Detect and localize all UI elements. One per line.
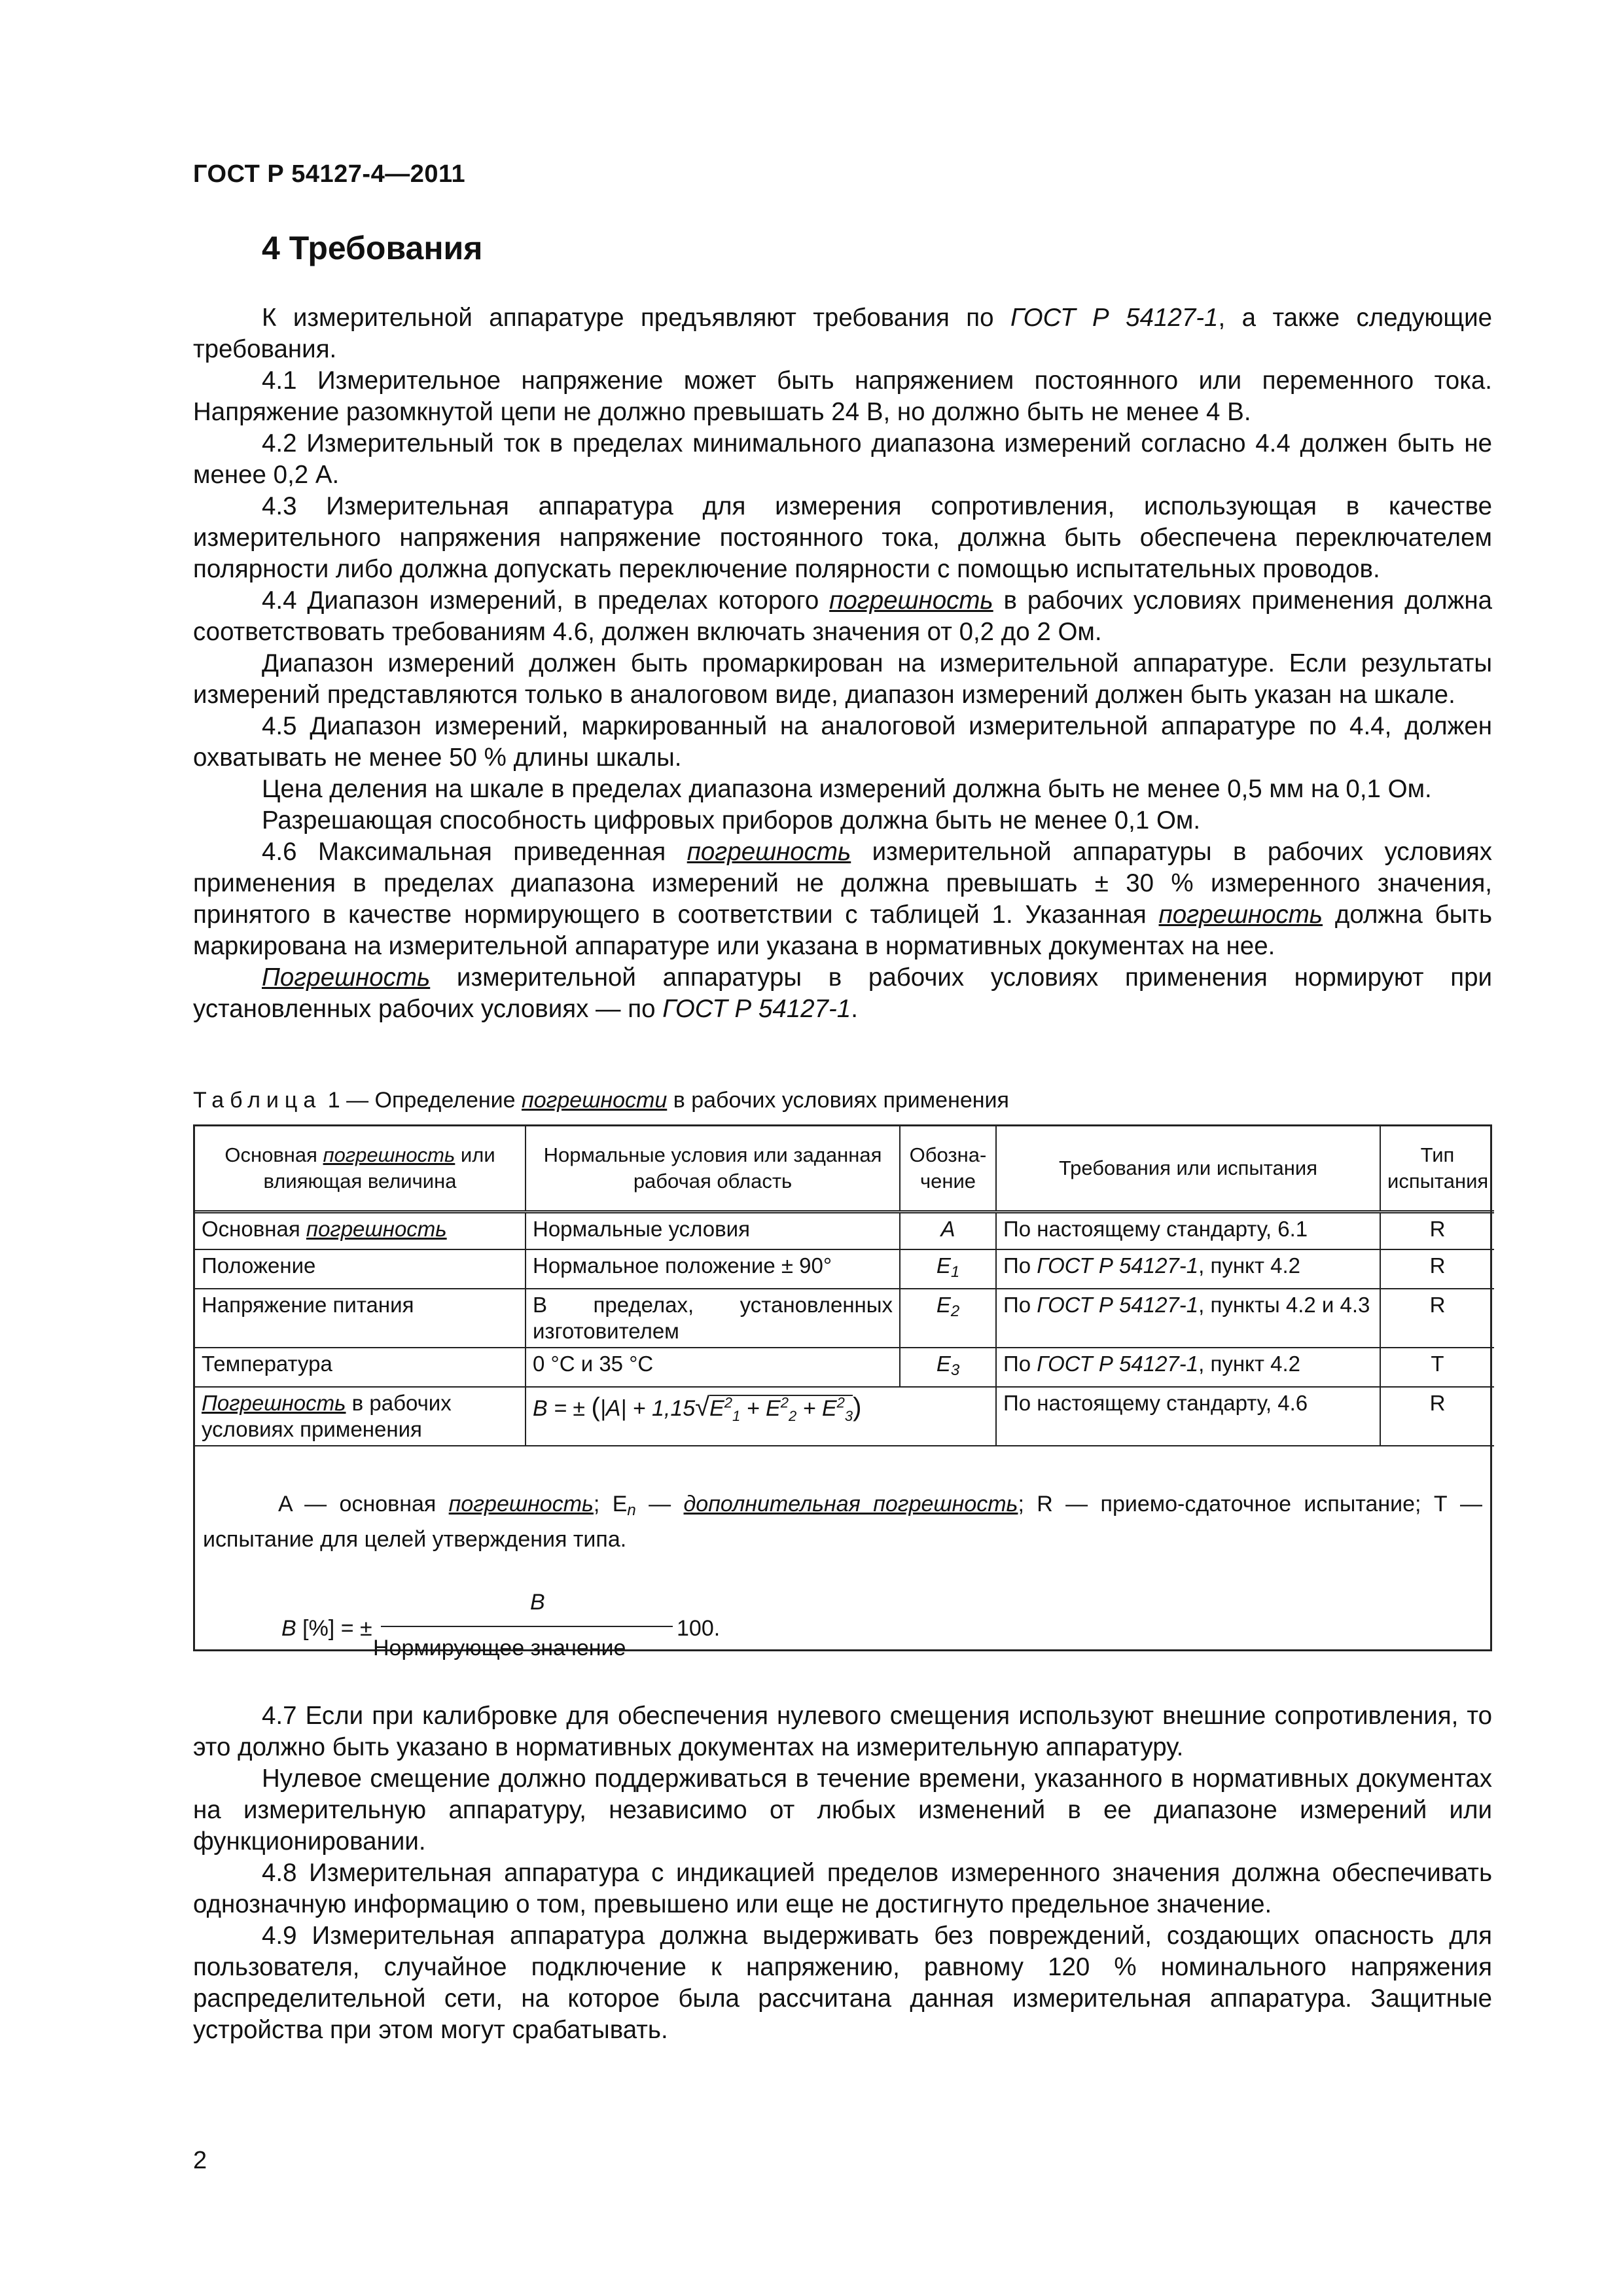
paragraph-4-6: 4.6 Максимальная приведенная погрешность измерительной аппаратуры в рабочих условиях применения в пределах диапазона измерений не должна превышать ± 30 % измеренного значения, принятого в качестве нормирующего в соответствии с таблицей 1. Указанная погрешность должна быть маркирована на измерительной аппаратуре или указана в нормативных документах на нее.	[193, 838, 1492, 960]
standard-reference: ГОСТ Р 54127-1	[1037, 1352, 1199, 1376]
paragraph-4-6-cont: Погрешность измерительной аппаратуры в рабочих условиях применения нормируют при установленных рабочих условиях — по ГОСТ Р 54127-1.	[193, 963, 1492, 1023]
cell-symbol: A	[900, 1212, 996, 1250]
cell-formula	[526, 1387, 996, 1446]
standard-reference: ГОСТ Р 54127-1	[662, 995, 851, 1023]
section-title: 4 Требования	[262, 230, 483, 266]
paragraph-4-5: 4.5 Диапазон измерений, маркированный на аналоговой измерительной аппаратуре по 4.4, должен охватывать не менее 50 % длины шкалы.	[193, 712, 1492, 772]
cell-requirements: По настоящему стандарту, 4.6	[996, 1387, 1380, 1446]
cell-conditions: 0 °С и 35 °С	[526, 1348, 900, 1387]
cell-test-type: R	[1380, 1289, 1494, 1348]
term-link[interactable]: погрешность	[306, 1217, 447, 1241]
page-number: 2	[193, 2147, 207, 2174]
cell-conditions: Нормальные условия	[526, 1212, 900, 1250]
column-header-test-type: Тип испытания	[1380, 1126, 1494, 1212]
column-header-quantity: Основная погрешность или влияющая величина	[195, 1126, 526, 1212]
table-note-legend: A — основная погрешность; $E_n$ — дополнительная погрешность; R — приемо-сдаточное испытание; Т — испытание для целей утверждения типа.	[203, 1492, 1482, 1552]
paragraph-4-1: 4.1 Измерительное напряжение может быть напряжением постоянного или переменного тока. Напряжение разомкнутой цепи не должно превышать 24 В, но должно быть не менее 4 В.	[193, 367, 1492, 426]
table-row	[195, 1289, 1494, 1348]
requirements-text-continued	[193, 1700, 1492, 2046]
term-link[interactable]: погрешности	[521, 1088, 668, 1113]
cell-quantity: Положение	[195, 1249, 526, 1289]
formula-denominator: Нормирующее значение	[373, 1636, 626, 1660]
term-link[interactable]: дополнительная погрешность	[683, 1492, 1018, 1516]
cell-test-type: R	[1380, 1249, 1494, 1289]
fraction-bar	[381, 1626, 673, 1627]
column-header-symbol: Обозна-чение	[900, 1126, 996, 1212]
cell-quantity: Основная погрешность	[195, 1212, 526, 1250]
cell-quantity: Погрешность в рабочих условиях применения	[195, 1387, 526, 1446]
paragraph-4-7: 4.7 Если при калибровке для обеспечения нулевого смещения используют внешние сопротивления, то это должно быть указано в нормативных документах на измерительную аппаратуру.	[193, 1702, 1492, 1761]
cell-conditions: В пределах, установленных изготовителем	[526, 1289, 900, 1348]
cell-requirements: По ГОСТ Р 54127-1, пункты 4.2 и 4.3	[996, 1289, 1380, 1348]
standard-reference: ГОСТ Р 54127-1	[1037, 1293, 1199, 1317]
paragraph-4-2: 4.2 Измерительный ток в пределах минимального диапазона измерений согласно 4.4 должен быть не менее 0,2 А.	[193, 429, 1492, 489]
paragraph-4-4-cont: Диапазон измерений должен быть промаркирован на измерительной аппаратуре. Если результаты измерений представляются только в аналоговом виде, диапазон измерений должен быть указан на шкале.	[193, 649, 1492, 709]
term-link[interactable]: погрешность	[448, 1492, 594, 1516]
requirements-text	[193, 302, 1492, 1025]
requirements-table-frame	[193, 1124, 1492, 1660]
column-header-requirements: Требования или испытания	[996, 1126, 1380, 1212]
term-link[interactable]: Погрешность	[202, 1391, 346, 1415]
paragraph-4-9: 4.9 Измерительная аппаратура должна выдерживать без повреждений, создающих опасность для пользователя, случайное подключение к напряжению, равному 120 % номинального напряжения распределительной сети, на которое была рассчитана данная измерительная аппаратура. Защитные устройства при этом могут срабатывать.	[193, 1922, 1492, 2044]
cell-test-type: R	[1380, 1387, 1494, 1446]
cell-requirements: По ГОСТ Р 54127-1, пункт 4.2	[996, 1249, 1380, 1289]
document-header: ГОСТ Р 54127-4—2011	[193, 160, 466, 188]
paragraph-4-8: 4.8 Измерительная аппаратура с индикацией пределов измеренного значения должна обеспечивать однозначную информацию о том, превышено или еще не достигнуто предельное значение.	[193, 1859, 1492, 1918]
paragraph-4-3: 4.3 Измерительная аппаратура для измерения сопротивления, использующая в качестве измерительного напряжения напряжение постоянного тока, должна быть обеспечена переключателем полярности либо должна допускать переключение полярности с помощью испытательных проводов.	[193, 492, 1492, 583]
term-link[interactable]: погрешность	[323, 1143, 455, 1166]
term-link[interactable]: погрешность	[1158, 901, 1323, 929]
cell-quantity: Напряжение питания	[195, 1289, 526, 1348]
table-caption: Таблица 1 — Определение погрешности в рабочих условиях применения	[193, 1088, 1009, 1113]
term-link[interactable]: погрешность	[829, 586, 993, 615]
table-row	[195, 1249, 1494, 1289]
cell-requirements: По ГОСТ Р 54127-1, пункт 4.2	[996, 1348, 1380, 1387]
paragraph-intro: К измерительной аппаратуре предъявляют требования по ГОСТ Р 54127-1, а также следующие требования.	[193, 304, 1492, 363]
cell-symbol: $E_2$	[900, 1289, 996, 1348]
table-row	[195, 1387, 1494, 1446]
cell-symbol: $E_1$	[900, 1249, 996, 1289]
table-header-row	[195, 1126, 1494, 1212]
term-link[interactable]: Погрешность	[262, 963, 431, 992]
paragraph-4-5-scale: Цена деления на шкале в пределах диапазона измерений должна быть не менее 0,5 мм на 0,1 Ом.	[262, 775, 1432, 803]
percent-error-formula	[281, 1588, 870, 1666]
formula-lhs: B [%] = ±	[281, 1616, 372, 1641]
cell-requirements: По настоящему стандарту, 6.1	[996, 1212, 1380, 1250]
cell-quantity: Температура	[195, 1348, 526, 1387]
formula-multiplier: 100.	[677, 1616, 721, 1641]
paragraph-4-7-cont: Нулевое смещение должно поддерживаться в течение времени, указанного в нормативных документах на измерительную аппаратуру, независимо от любых изменений в ее диапазоне измерений или функционировании.	[193, 1765, 1492, 1856]
column-header-conditions: Нормальные условия или заданная рабочая область	[526, 1126, 900, 1212]
term-link[interactable]: погрешность	[687, 838, 851, 866]
cell-conditions: Нормальное положение ± 90°	[526, 1249, 900, 1289]
cell-symbol: $E_3$	[900, 1348, 996, 1387]
table-notes	[203, 1490, 1482, 1660]
cell-test-type: T	[1380, 1348, 1494, 1387]
cell-test-type: R	[1380, 1212, 1494, 1250]
standard-reference: ГОСТ Р 54127-1	[1010, 304, 1219, 332]
requirements-table	[195, 1126, 1494, 1446]
table-caption-label: Таблица	[193, 1088, 322, 1113]
table-row	[195, 1212, 1494, 1250]
standard-reference: ГОСТ Р 54127-1	[1037, 1253, 1199, 1278]
formula-numerator: B	[530, 1590, 545, 1615]
paragraph-4-4: 4.4 Диапазон измерений, в пределах которого погрешность в рабочих условиях применения должна соответствовать требованиям 4.6, должен включать значения от 0,2 до 2 Ом.	[193, 586, 1493, 646]
paragraph-4-5-resolution: Разрешающая способность цифровых приборов должна быть не менее 0,1 Ом.	[262, 806, 1201, 834]
table-row	[195, 1348, 1494, 1387]
combined-error-formula: B = ± $(|A| + 1,15√E^2_1 + E^2_2 + E^2_3)$	[533, 1393, 862, 1425]
